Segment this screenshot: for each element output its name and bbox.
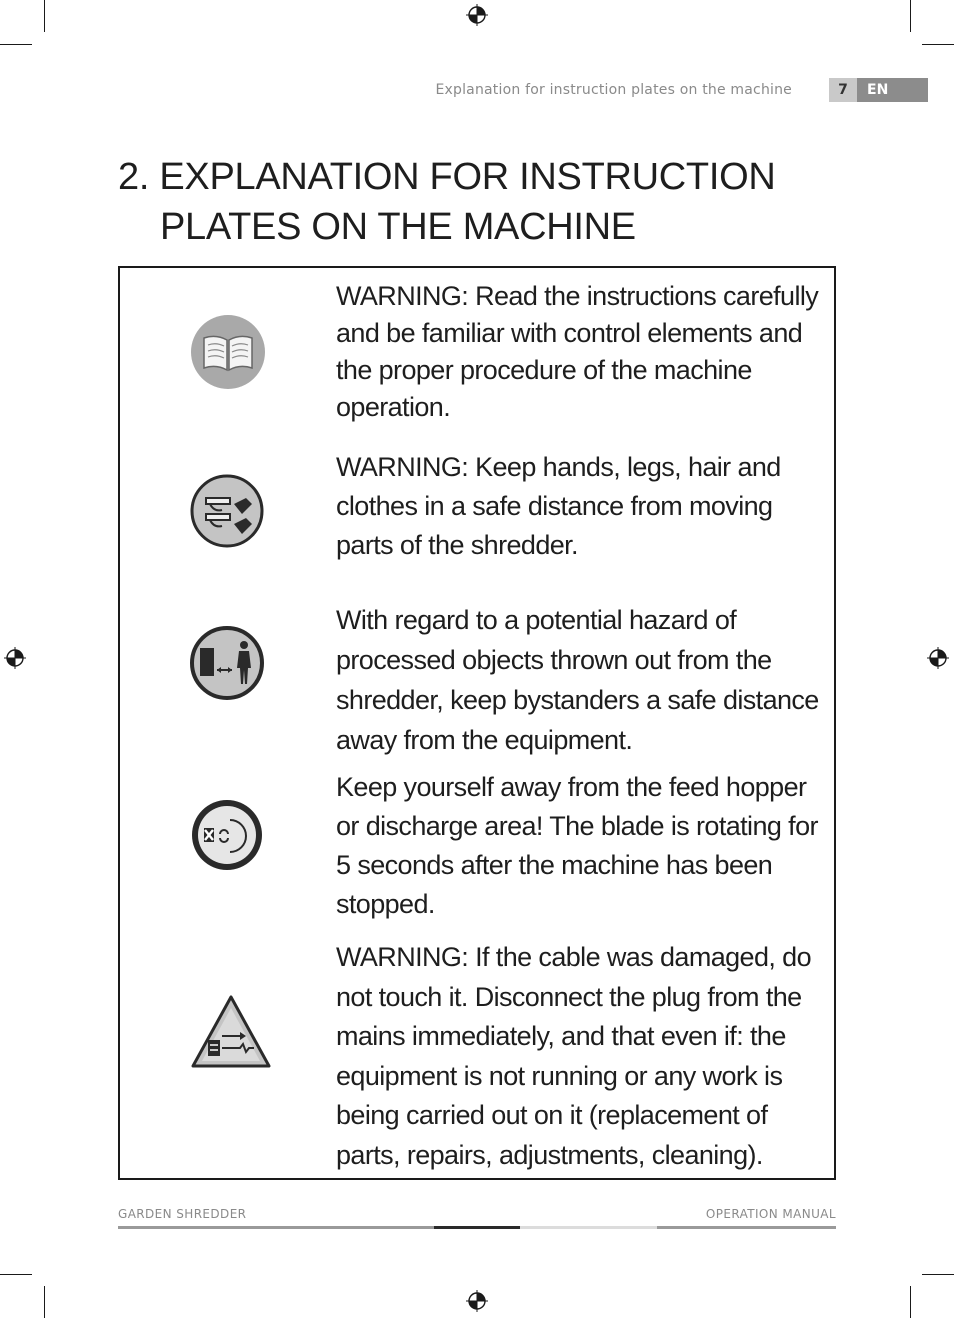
plate-row: [120, 590, 834, 760]
crop-mark: [910, 1286, 911, 1318]
crop-mark: [44, 1286, 45, 1318]
plate-text: WARNING: Read the instructions carefully and be familiar with control elements and the proper procedure of the machine operation.: [336, 281, 819, 422]
crop-mark: [44, 0, 45, 32]
instruction-plates-table: [118, 266, 836, 1180]
running-header: [0, 78, 928, 102]
footer-rule: [118, 1226, 434, 1229]
language-tab: EN: [857, 78, 928, 102]
plate-text: Keep yourself away from the feed hopper or discharge area! The blade is rotating for 5 seconds after the machine has been stopped.: [336, 772, 818, 919]
page-number: 7: [829, 78, 857, 102]
crop-mark: [0, 44, 32, 45]
rotating-blade-icon: [190, 798, 264, 872]
plate-row: [120, 760, 834, 932]
crop-mark: [0, 1274, 32, 1275]
read-manual-icon: [190, 314, 266, 390]
registration-mark-icon: [4, 647, 26, 669]
registration-mark-icon: [466, 4, 488, 26]
section-heading-line2: PLATES ON THE MACHINE: [160, 206, 636, 248]
registration-mark-icon: [927, 647, 949, 669]
bystanders-distance-icon: [190, 626, 264, 700]
running-title: Explanation for instruction plates on the machine: [435, 82, 792, 98]
plate-text: With regard to a potential hazard of processed objects thrown out from the shredder, keep bystanders a safe distance away from the equipment.: [336, 605, 819, 755]
plate-row: [120, 932, 834, 1178]
footer-rule: [434, 1226, 520, 1229]
section-heading: [118, 152, 838, 252]
section-heading-line1: 2. EXPLANATION FOR INSTRUCTION: [118, 156, 776, 198]
footer-rule: [657, 1226, 836, 1229]
damaged-cable-warning-icon: [190, 994, 272, 1070]
crop-mark: [910, 0, 911, 32]
plate-text: WARNING: If the cable was damaged, do not touch it. Disconnect the plug from the mains immediately, and that even if: the equipment is not running or any work is being carried out on it (replacement of parts, repairs, adjustments, cleaning).: [336, 942, 812, 1170]
footer-product-name: GARDEN SHREDDER: [118, 1207, 247, 1221]
plate-row: [120, 268, 834, 440]
footer-rule: [520, 1226, 657, 1229]
footer-document-type: OPERATION MANUAL: [705, 1207, 836, 1221]
registration-mark-icon: [466, 1290, 488, 1312]
plate-text: WARNING: Keep hands, legs, hair and clothes in a safe distance from moving parts of the shredder.: [336, 452, 781, 560]
plate-row: [120, 440, 834, 590]
hands-away-icon: [190, 474, 264, 548]
crop-mark: [922, 44, 954, 45]
crop-mark: [922, 1274, 954, 1275]
